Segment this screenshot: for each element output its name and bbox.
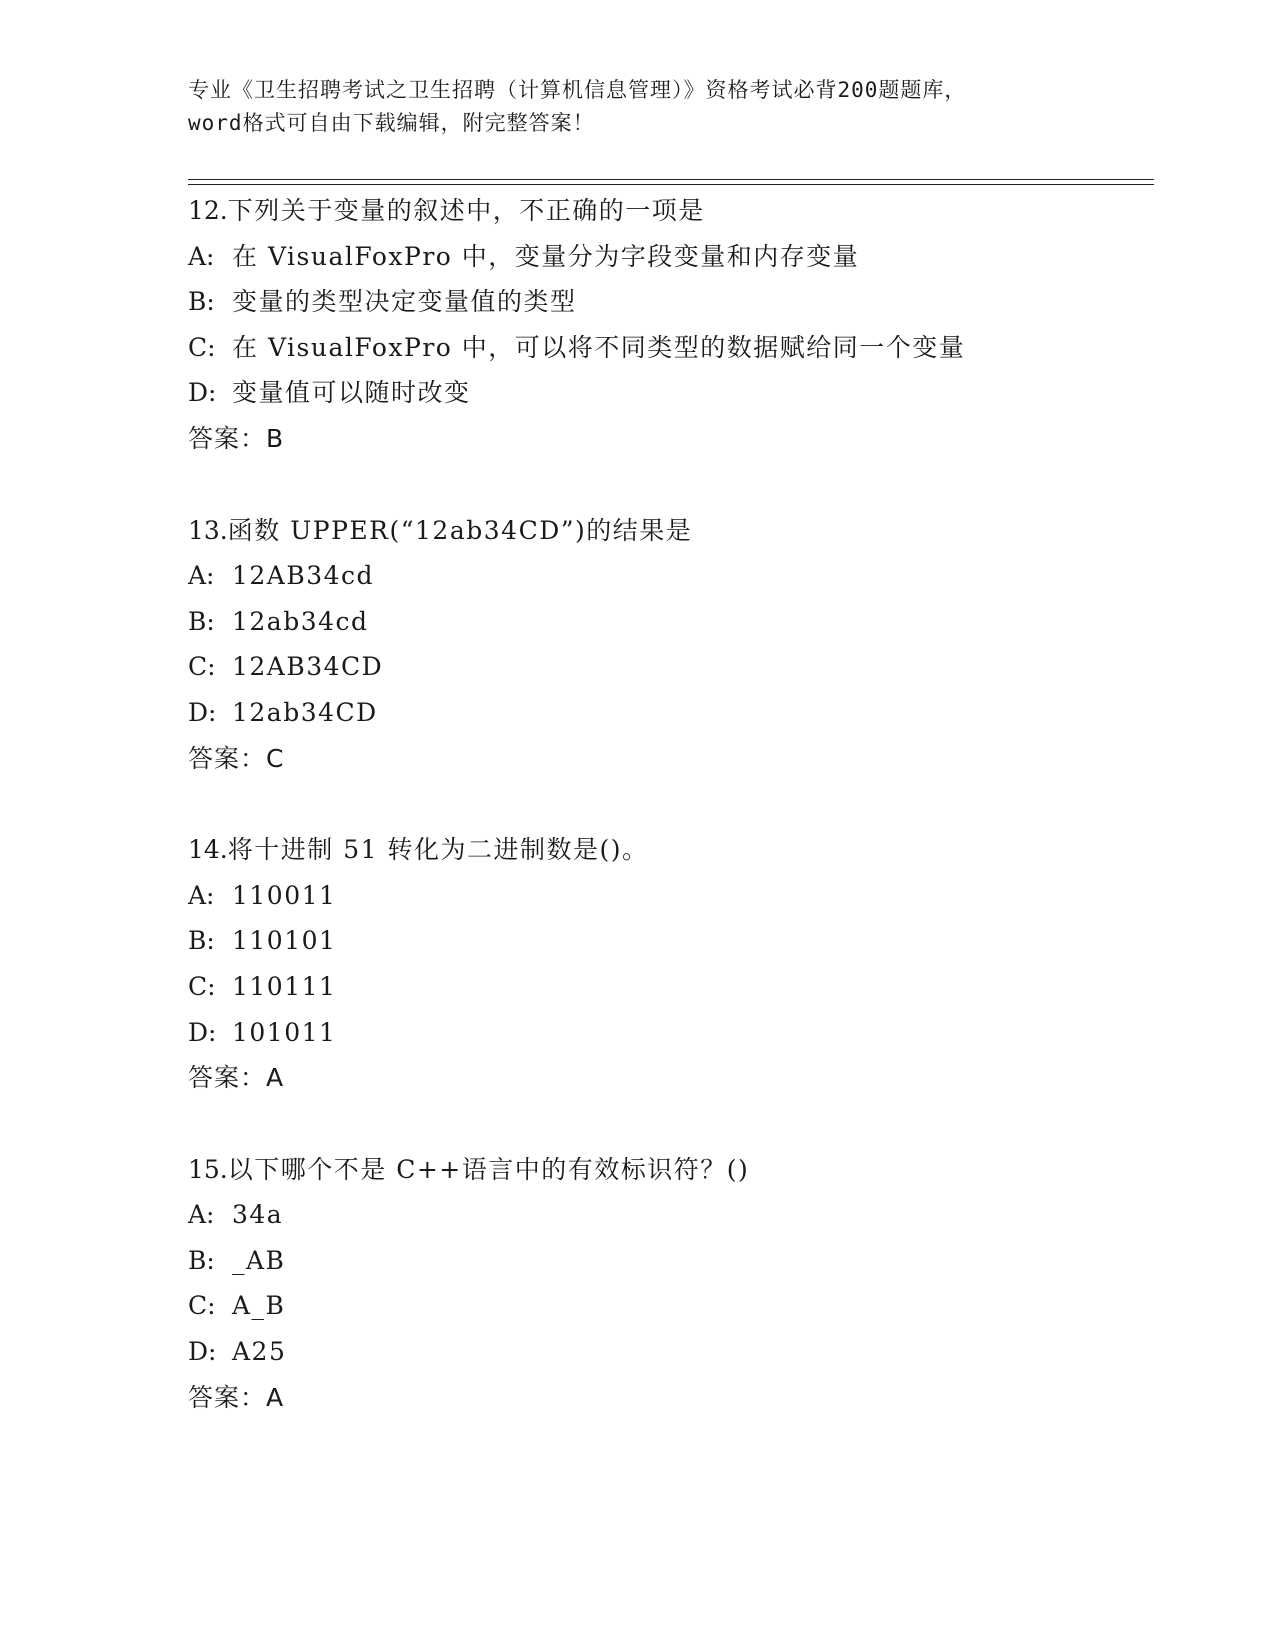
option-text: 12ab34CD xyxy=(232,697,378,727)
option-key: B: xyxy=(188,606,215,636)
question-text: 以下哪个不是 C++语言中的有效标识符？() xyxy=(227,1154,750,1184)
option-b xyxy=(188,279,1154,325)
option-c xyxy=(188,644,1154,690)
question-number: 13. xyxy=(188,515,228,545)
header-line-2: word格式可自由下载编辑，附完整答案！ xyxy=(188,111,595,135)
answer-line: 答案：A xyxy=(188,1382,285,1412)
option-b xyxy=(188,599,1154,645)
option-text: 101011 xyxy=(232,1017,337,1047)
option-key: D: xyxy=(188,1337,217,1367)
option-key: C: xyxy=(188,1291,216,1321)
option-key: D: xyxy=(188,1017,217,1047)
answer-line: 答案：B xyxy=(188,423,285,453)
question-number: 14. xyxy=(188,835,228,865)
option-b xyxy=(188,1238,1154,1284)
header-divider-bottom xyxy=(188,184,1154,185)
option-key: D: xyxy=(188,697,217,727)
option-text: 34a xyxy=(232,1200,284,1230)
option-key: A: xyxy=(188,880,215,910)
option-b xyxy=(188,918,1154,964)
question-stem xyxy=(188,827,1154,873)
option-text: 110111 xyxy=(232,971,337,1001)
option-text: 变量的类型决定变量值的类型 xyxy=(232,287,577,317)
option-key: A: xyxy=(188,1200,215,1230)
question-stem xyxy=(188,508,1154,554)
option-key: C: xyxy=(188,332,216,362)
option-key: D: xyxy=(188,378,217,408)
option-a xyxy=(188,553,1154,599)
option-key: B: xyxy=(188,287,215,317)
question-stem xyxy=(188,188,1154,234)
option-d xyxy=(188,1329,1154,1375)
option-a xyxy=(188,1192,1154,1238)
option-text: 12AB34CD xyxy=(232,652,384,682)
header-line-1: 专业《卫生招聘考试之卫生招聘（计算机信息管理）》资格考试必背200题题库， xyxy=(188,78,967,102)
question-number: 12. xyxy=(188,196,228,225)
question-text: 函数 UPPER(“12ab34CD”)的结果是 xyxy=(227,515,693,545)
option-text: A25 xyxy=(232,1337,287,1367)
option-text: _AB xyxy=(232,1245,286,1275)
option-d xyxy=(188,370,1154,416)
question-15 xyxy=(188,1147,1154,1421)
question-12 xyxy=(188,188,1154,462)
question-list xyxy=(188,188,1154,1466)
option-text: 在 VisualFoxPro 中，变量分为字段变量和内存变量 xyxy=(232,241,860,271)
option-a xyxy=(188,873,1154,919)
option-key: A: xyxy=(188,561,215,591)
question-text: 下列关于变量的叙述中，不正确的一项是 xyxy=(227,196,705,225)
option-text: 12ab34cd xyxy=(232,606,369,636)
option-text: 变量值可以随时改变 xyxy=(232,378,471,408)
option-key: C: xyxy=(188,652,216,682)
option-key: C: xyxy=(188,971,216,1001)
option-c xyxy=(188,964,1154,1010)
question-stem xyxy=(188,1147,1154,1193)
answer-line: 答案：C xyxy=(188,743,285,773)
option-key: B: xyxy=(188,1245,215,1275)
option-c xyxy=(188,325,1154,371)
question-13 xyxy=(188,508,1154,782)
question-14 xyxy=(188,827,1154,1101)
option-text: 110101 xyxy=(232,926,337,956)
header-divider-top xyxy=(188,179,1154,180)
option-d xyxy=(188,1010,1154,1056)
question-text: 将十进制 51 转化为二进制数是()。 xyxy=(227,835,649,865)
option-key: A: xyxy=(188,241,215,271)
question-number: 15. xyxy=(188,1154,228,1184)
option-text: 110011 xyxy=(232,880,337,910)
option-text: 12AB34cd xyxy=(232,561,375,591)
option-a xyxy=(188,234,1154,280)
answer-line: 答案：A xyxy=(188,1063,285,1093)
option-c xyxy=(188,1283,1154,1329)
option-text: A_B xyxy=(232,1291,286,1321)
document-header xyxy=(188,74,1088,140)
option-d xyxy=(188,690,1154,736)
option-text: 在 VisualFoxPro 中，可以将不同类型的数据赋给同一个变量 xyxy=(232,332,966,362)
option-key: B: xyxy=(188,926,215,956)
